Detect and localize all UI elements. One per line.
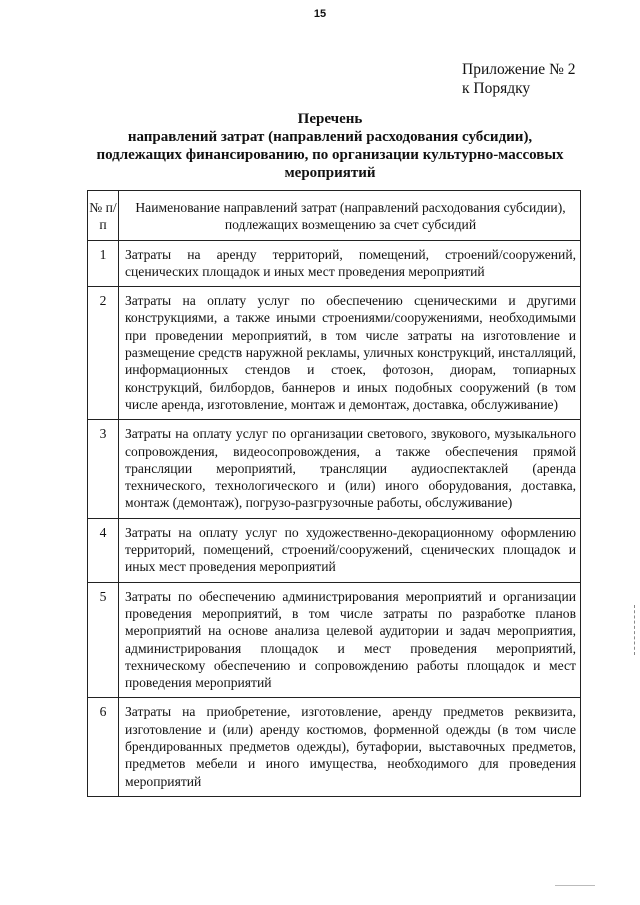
appendix-line-1: Приложение № 2 — [462, 61, 576, 78]
scan-footer-mark — [555, 885, 595, 886]
row-number-cell: 2 — [88, 287, 119, 420]
title-line-3: подлежащих финансированию, по организации культурно-массовых — [96, 147, 564, 163]
row-text-cell: Затраты на приобретение, изготовление, аренду предметов реквизита, изготовление и (или) аренду костюмов, форменной одежды (в том числе брендированных предметов одежды), бутафории, выставочных предметов, предметов мебели и иного имущества, необходимого для проведения мероприятий — [119, 698, 581, 796]
appendix-line-2: к Порядку — [462, 80, 531, 97]
row-text-cell: Затраты на аренду территорий, помещений, строений/сооружений, сценических площадок и иных мест проведения мероприятий — [119, 240, 581, 287]
appendix-block — [462, 60, 575, 98]
table-row — [88, 582, 581, 698]
document-title — [60, 110, 600, 182]
header-number-cell: № п/п — [88, 191, 119, 241]
row-number-cell: 3 — [88, 420, 119, 518]
row-number-cell: 6 — [88, 698, 119, 796]
title-line-4: мероприятий — [284, 165, 376, 181]
table-row — [88, 287, 581, 420]
expense-directions-table — [87, 190, 581, 797]
page-number: 15 — [313, 8, 327, 20]
table-row — [88, 518, 581, 582]
table-header-row — [88, 191, 581, 241]
row-text-cell: Затраты на оплату услуг по художественно-декорационному оформлению территорий, помещений, строений/сооружений, сценических площадок и иных мест проведения мероприятий — [119, 518, 581, 582]
row-number-cell: 5 — [88, 582, 119, 698]
row-text-cell: Затраты по обеспечению администрирования мероприятий и организации проведения мероприятий, в том числе затраты по разработке планов мероприятий на основе анализа целевой аудитории и задач мероприятия, администрирования площадок и мест проведения мероприятий, техническому обеспечению и сопровождению работы площадок и мест проведения мероприятий — [119, 582, 581, 698]
title-line-2: направлений затрат (направлений расходования субсидии), — [127, 129, 533, 145]
row-text-cell: Затраты на оплату услуг по обеспечению сценическими и другими конструкциями, а также иными строениями/сооружениями, необходимыми при проведении мероприятий, в том числе затраты на изготовление и размещение средств наружной рекламы, уличных конструкций, инсталляций, информационных стендов и стоек, фотозон, диорам, топиарных конструкций, билбордов, баннеров и иных подобных сооружений (в том числе аренда, изготовление, монтаж и демонтаж, доставка, обслуживание) — [119, 287, 581, 420]
table-row — [88, 698, 581, 796]
table-row — [88, 240, 581, 287]
title-line-1: Перечень — [297, 111, 363, 127]
row-text-cell: Затраты на оплату услуг по организации светового, звукового, музыкального сопровождения, видеосопровождения, а также обеспечения прямой трансляции мероприятий, трансляции аудиоспектаклей (аренда технического, технологического и (или) иного оборудования, доставка, монтаж (демонтаж), погрузо-разгрузочные работы, обслуживание) — [119, 420, 581, 518]
header-name-cell: Наименование направлений затрат (направлений расходования субсидии), подлежащих возмещению за счет субсидий — [119, 191, 581, 241]
row-number-cell: 4 — [88, 518, 119, 582]
table-row — [88, 420, 581, 518]
row-number-cell: 1 — [88, 240, 119, 287]
scan-margin-mark — [634, 605, 637, 655]
